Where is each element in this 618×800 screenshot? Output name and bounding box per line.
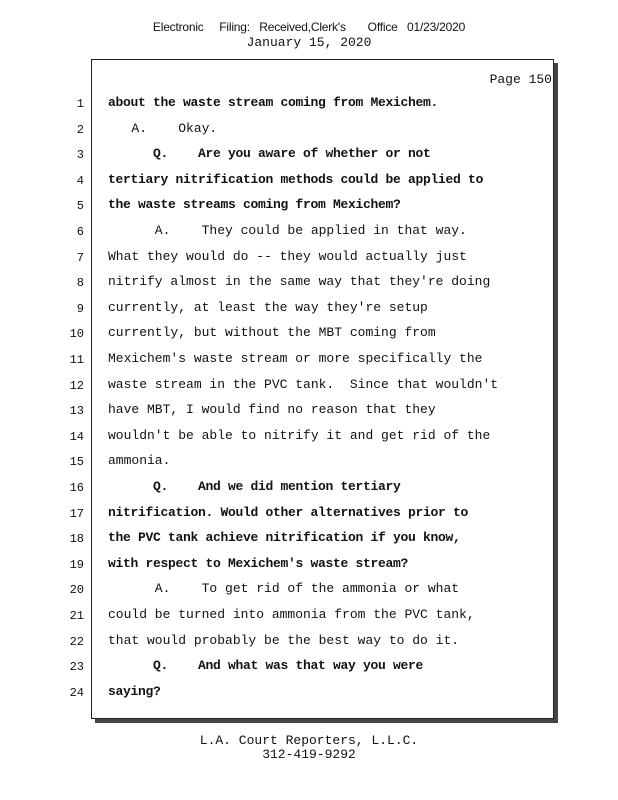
transcript-line: have MBT, I would find no reason that they: [108, 402, 436, 417]
transcript-line: tertiary nitrification methods could be applied to: [108, 172, 484, 187]
line-number: 16: [69, 481, 84, 495]
filing-stamp: Electronic Filing: Received,Clerk's Office 01/23/2020: [152, 20, 466, 34]
line-number: 5: [76, 199, 84, 213]
page-number: Page 150: [489, 72, 552, 87]
line-number: 9: [76, 302, 84, 316]
line-number: 8: [76, 276, 84, 290]
line-number: 23: [69, 660, 84, 674]
line-number: 7: [76, 251, 84, 265]
line-number: 24: [69, 686, 84, 700]
transcript-line: could be turned into ammonia from the PVC tank,: [108, 607, 475, 622]
transcript-line: saying?: [108, 684, 161, 699]
transcript-line: currently, at least the way they're setup: [108, 300, 428, 315]
transcript-line: A. To get rid of the ammonia or what: [108, 581, 460, 596]
transcript-line: currently, but without the MBT coming from: [108, 325, 436, 340]
transcript-line: ammonia.: [108, 453, 171, 468]
line-number: 6: [76, 225, 84, 239]
line-number: 22: [69, 635, 84, 649]
footer-phone: 312-419-9292: [262, 747, 356, 762]
line-number: 17: [69, 507, 84, 521]
transcript-line: A. Okay.: [108, 121, 218, 136]
line-number: 19: [69, 558, 84, 572]
transcript-line: nitrify almost in the same way that they're doing: [108, 274, 491, 289]
line-number: 20: [69, 583, 84, 597]
line-number: 10: [69, 327, 84, 341]
transcript-line: waste stream in the PVC tank. Since that wouldn't: [108, 377, 499, 392]
line-number: 1: [76, 97, 84, 111]
line-number: 11: [69, 353, 84, 367]
transcript-line: Q. Are you aware of whether or not: [108, 146, 431, 161]
transcript-line: Q. And we did mention tertiary: [108, 479, 401, 494]
line-number: 4: [76, 174, 84, 188]
transcript-line: nitrification. Would other alternatives prior to: [108, 505, 469, 520]
line-number: 15: [69, 455, 84, 469]
line-number: 2: [76, 123, 84, 137]
transcript-line: Q. And what was that way you were: [108, 658, 424, 673]
footer-company: L.A. Court Reporters, L.L.C.: [199, 733, 419, 748]
transcript-line: What they would do -- they would actually just: [108, 249, 467, 264]
transcript-line: the PVC tank achieve nitrification if you know,: [108, 530, 461, 545]
line-number: 12: [69, 379, 84, 393]
transcript-line: that would probably be the best way to do it.: [108, 633, 460, 648]
transcript-line: the waste streams coming from Mexichem?: [108, 197, 401, 212]
transcript-date: January 15, 2020: [246, 35, 372, 50]
line-number: 14: [69, 430, 84, 444]
transcript-line: Mexichem's waste stream or more specifically the: [108, 351, 483, 366]
line-number: 13: [69, 404, 84, 418]
transcript-line: wouldn't be able to nitrify it and get rid of the: [108, 428, 491, 443]
transcript-line: with respect to Mexichem's waste stream?: [108, 556, 409, 571]
transcript-line: about the waste stream coming from Mexichem.: [108, 95, 439, 110]
line-number: 21: [69, 609, 84, 623]
line-number: 18: [69, 532, 84, 546]
line-number: 3: [76, 148, 84, 162]
transcript-line: A. They could be applied in that way.: [108, 223, 467, 238]
